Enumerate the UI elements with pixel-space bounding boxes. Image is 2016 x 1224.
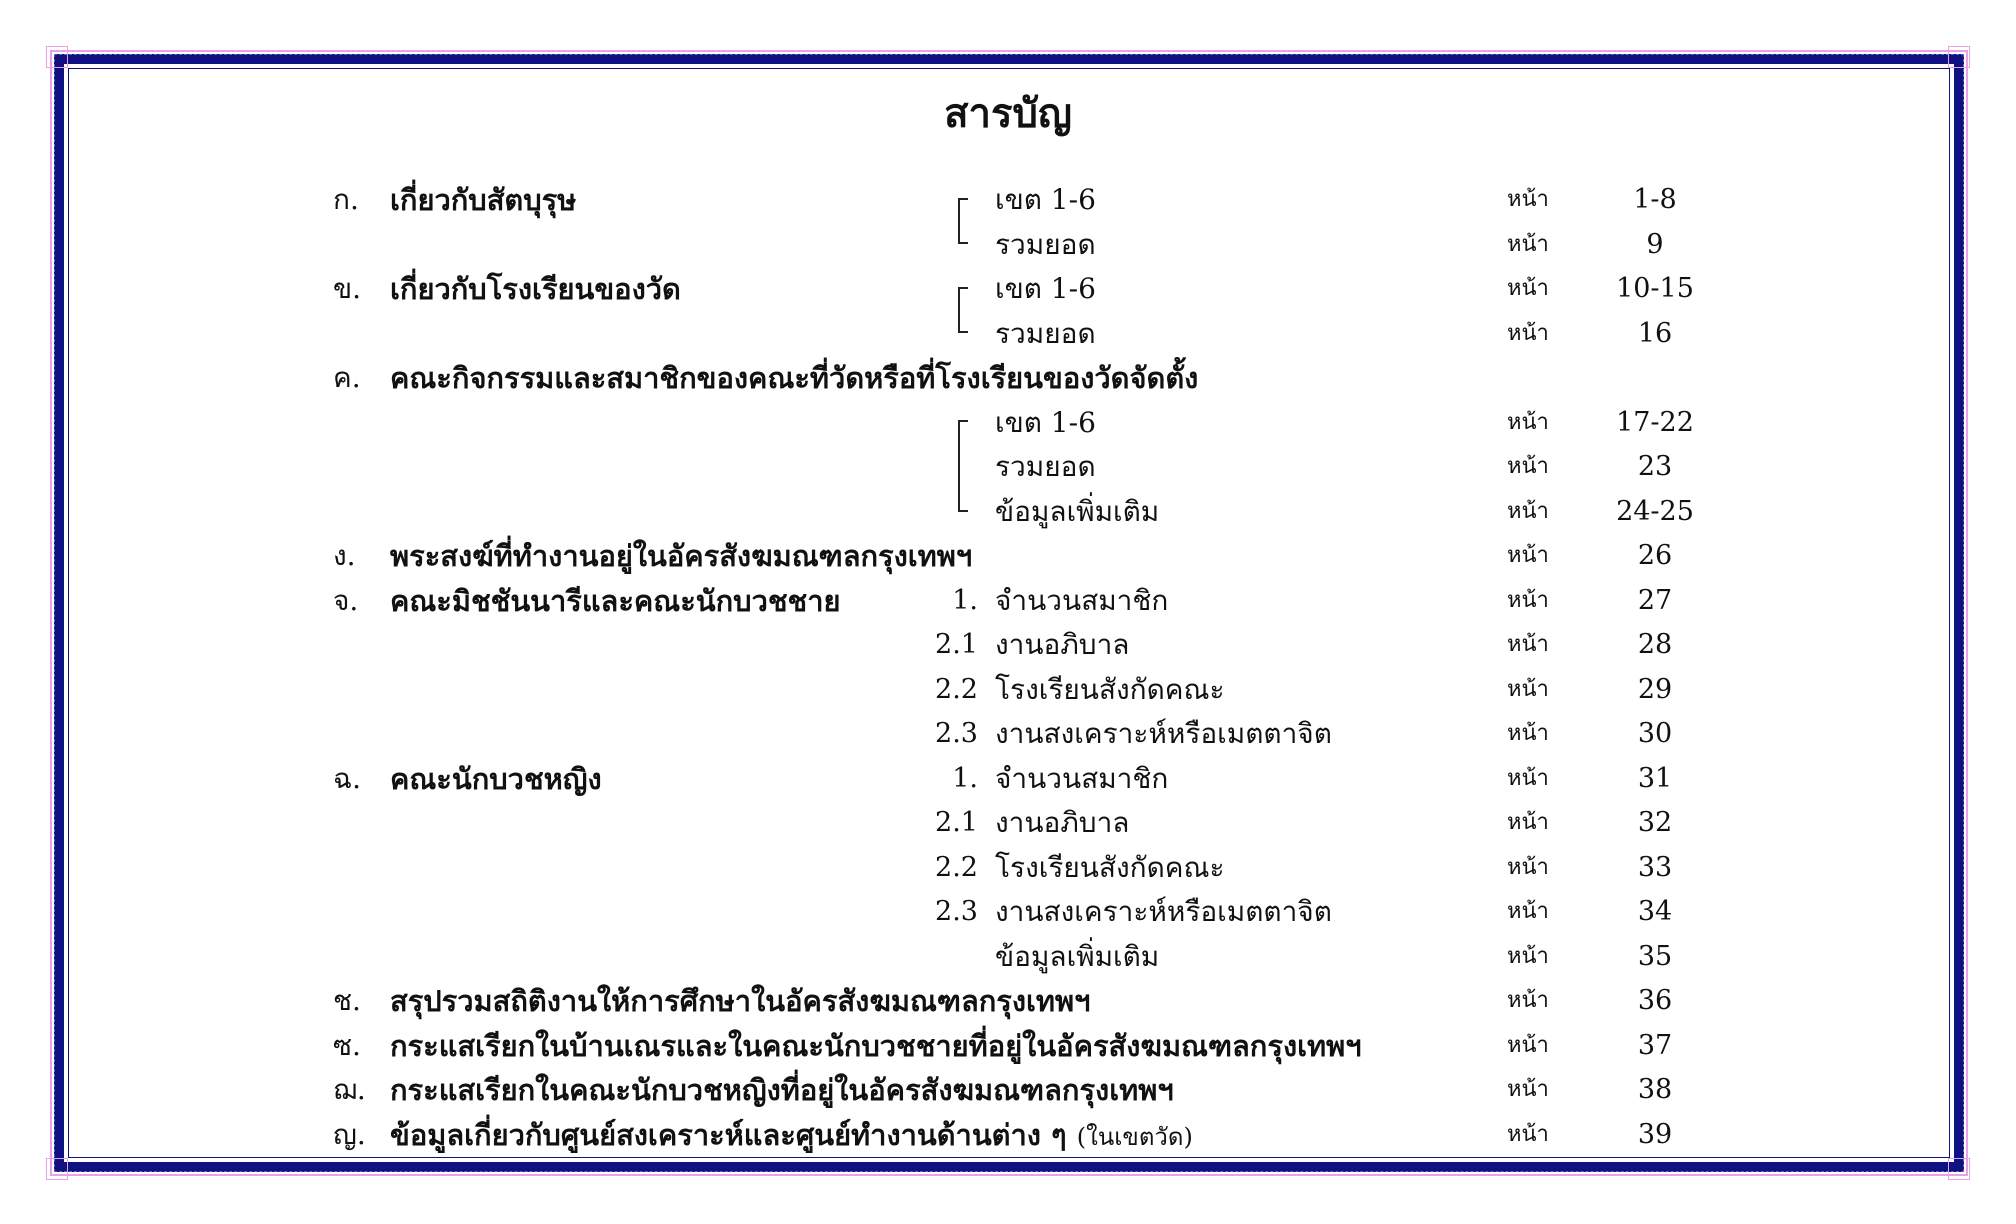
page-number: 27 — [1637, 584, 1673, 616]
toc-section-label-text: ข้อมูลเกี่ยวกับศูนย์สงเคราะห์และศูนย์ทำงานด้านต่าง ๆ — [390, 1117, 1067, 1152]
page-word: หน้า — [1507, 810, 1549, 835]
toc-subitem-label: งานอภิบาล — [995, 806, 1130, 839]
toc-section-label-text: เกี่ยวกับสัตบุรุษ — [390, 183, 577, 217]
toc-row — [0, 979, 2016, 1023]
page-word: หน้า — [1507, 1121, 1549, 1147]
toc-section-label — [390, 534, 972, 578]
page-number: 9 — [1646, 228, 1664, 260]
toc-section-label — [390, 178, 576, 222]
page-word: หน้า — [1507, 632, 1549, 657]
toc-row — [0, 668, 2016, 712]
page-word: หน้า — [1507, 454, 1549, 479]
page-number: 38 — [1637, 1074, 1673, 1105]
page-number: 29 — [1637, 673, 1673, 705]
toc-subitem-label: เขต 1-6 — [995, 272, 1096, 305]
toc-row — [0, 1024, 2016, 1068]
toc-subitem-number: 2.3 — [935, 896, 978, 927]
page-word: หน้า — [1507, 943, 1549, 969]
toc-section-label — [390, 979, 1090, 1023]
page-word: หน้า — [1507, 276, 1549, 301]
page-number: 34 — [1637, 896, 1673, 927]
toc-subitem-number: 2.2 — [935, 673, 978, 705]
page-word: หน้า — [1507, 231, 1549, 257]
toc-section-label — [390, 1113, 1193, 1159]
toc-subitem-label: เขต 1-6 — [995, 405, 1096, 439]
toc-row — [0, 445, 2016, 489]
toc-section-label — [390, 757, 602, 801]
brace-group-b — [958, 287, 968, 333]
toc-row — [0, 890, 2016, 934]
page-number: 37 — [1637, 1029, 1673, 1061]
toc-subitem-label: รวมยอด — [995, 227, 1096, 261]
toc-row — [0, 401, 2016, 445]
toc-subitem-number: 2.3 — [935, 718, 978, 749]
toc-section-code: ก. — [333, 183, 359, 216]
page-word: หน้า — [1507, 187, 1549, 212]
toc-section-label-text: กระแสเรียกในบ้านเณรและในคณะนักบวชชายที่อยู่ในอัครสังฆมณฑลกรุงเทพฯ — [390, 1028, 1362, 1063]
toc-row — [0, 534, 2016, 578]
toc-section-code: ง. — [333, 539, 356, 572]
toc-row — [0, 490, 2016, 534]
page-number: 10-15 — [1616, 273, 1694, 304]
page-word: หน้า — [1507, 1077, 1549, 1102]
toc-section-label — [390, 1024, 1362, 1068]
page-number: 1-8 — [1633, 184, 1677, 215]
toc-section-code: จ. — [333, 583, 359, 617]
page-number: 16 — [1637, 317, 1673, 349]
page-number: 28 — [1637, 629, 1673, 660]
brace-group-a — [958, 198, 968, 244]
toc-row — [0, 356, 2016, 400]
page-number: 39 — [1637, 1118, 1673, 1150]
toc-subitem-label: รวมยอด — [995, 450, 1096, 483]
page-title: สารบัญ — [944, 90, 1072, 137]
toc-section-code: ฌ. — [333, 1073, 366, 1106]
page-word: หน้า — [1507, 543, 1549, 568]
toc-section-label-text: คณะมิชชันนารีและคณะนักบวชชาย — [390, 583, 841, 618]
page-word: หน้า — [1507, 587, 1549, 613]
brace-group-c — [958, 420, 968, 512]
toc-section-code: ซ. — [333, 1028, 361, 1062]
toc-subitem-number: 1. — [952, 762, 978, 794]
toc-row — [0, 1113, 2016, 1157]
toc-section-label-text: คณะกิจกรรมและสมาชิกของคณะที่วัดหรือที่โรงเรียนของวัดจัดตั้ง — [390, 361, 1199, 395]
border-corner-bottom-left — [46, 1158, 68, 1180]
toc-subitem-label: โรงเรียนสังกัดคณะ — [995, 672, 1225, 706]
page-word: หน้า — [1507, 988, 1549, 1013]
toc-subitem-number: 2.1 — [935, 629, 978, 660]
toc-subitem-label: ข้อมูลเพิ่มเติม — [995, 939, 1160, 973]
toc-section-label — [390, 267, 681, 311]
toc-row — [0, 267, 2016, 311]
page-number: 17-22 — [1616, 406, 1694, 438]
toc-section-label-text: เกี่ยวกับโรงเรียนของวัด — [390, 272, 681, 306]
page-number: 30 — [1637, 718, 1673, 749]
page-number: 33 — [1637, 851, 1673, 883]
toc-row — [0, 712, 2016, 756]
toc-section-label-note: (ในเขตวัด) — [1076, 1122, 1193, 1151]
toc-section-label-text: คณะนักบวชหญิง — [390, 761, 602, 796]
toc-row — [0, 178, 2016, 222]
toc-row — [0, 935, 2016, 979]
toc-subitem-number: 1. — [952, 584, 978, 616]
page-number: 32 — [1637, 807, 1673, 838]
toc-section-label-text: พระสงฆ์ที่ทำงานอยู่ในอัครสังฆมณฑลกรุงเทพฯ — [390, 539, 973, 573]
border-corner-top-left — [46, 46, 68, 68]
toc-subitem-label: รวมยอด — [995, 316, 1096, 350]
toc-section-code: ช. — [333, 984, 361, 1017]
page-number: 36 — [1637, 985, 1673, 1016]
page-number: 26 — [1637, 540, 1673, 571]
toc-row — [0, 1068, 2016, 1112]
page-word: หน้า — [1507, 765, 1549, 791]
toc-section-code: ฉ. — [333, 761, 361, 795]
page-number: 23 — [1637, 451, 1673, 482]
toc-subitem-label: จำนวนสมาชิก — [995, 583, 1169, 617]
toc-section-code: ญ. — [333, 1117, 366, 1151]
toc-section-label-text: สรุปรวมสถิติงานให้การศึกษาในอัครสังฆมณฑลกรุงเทพฯ — [390, 984, 1091, 1018]
toc-section-code: ข. — [333, 272, 362, 305]
toc-subitem-number: 2.1 — [935, 807, 978, 838]
page-word: หน้า — [1507, 899, 1549, 924]
toc-section-label — [390, 356, 1198, 400]
page-number: 31 — [1637, 762, 1673, 794]
toc-subitem-label: งานสงเคราะห์หรือเมตตาจิต — [995, 717, 1332, 750]
page-word: หน้า — [1507, 1032, 1549, 1058]
toc-section-label — [390, 579, 841, 623]
toc-subitem-label: งานอภิบาล — [995, 628, 1130, 661]
page-word: หน้า — [1507, 498, 1549, 524]
border-corner-bottom-right — [1948, 1158, 1970, 1180]
page-number: 24-25 — [1616, 495, 1694, 527]
toc-section-label — [390, 1068, 1174, 1112]
toc-row — [0, 801, 2016, 845]
toc-subitem-label: จำนวนสมาชิก — [995, 761, 1169, 795]
toc-row — [0, 846, 2016, 890]
toc-row — [0, 579, 2016, 623]
toc-subitem-label: ข้อมูลเพิ่มเติม — [995, 494, 1160, 528]
toc-section-code: ค. — [333, 361, 361, 394]
toc-row — [0, 223, 2016, 267]
toc-row — [0, 757, 2016, 801]
page-number: 35 — [1637, 940, 1673, 972]
toc-section-label-text: กระแสเรียกในคณะนักบวชหญิงที่อยู่ในอัครสังฆมณฑลกรุงเทพฯ — [390, 1073, 1174, 1107]
page-word: หน้า — [1507, 409, 1549, 435]
page-word: หน้า — [1507, 721, 1549, 746]
page-word: หน้า — [1507, 676, 1549, 702]
toc-subitem-label: เขต 1-6 — [995, 183, 1096, 216]
page-word: หน้า — [1507, 854, 1549, 880]
toc-subitem-label: งานสงเคราะห์หรือเมตตาจิต — [995, 895, 1332, 928]
border-corner-top-right — [1948, 46, 1970, 68]
toc-subitem-number: 2.2 — [935, 851, 978, 883]
toc-subitem-label: โรงเรียนสังกัดคณะ — [995, 850, 1225, 884]
toc-row — [0, 623, 2016, 667]
page-word: หน้า — [1507, 320, 1549, 346]
toc-row — [0, 312, 2016, 356]
